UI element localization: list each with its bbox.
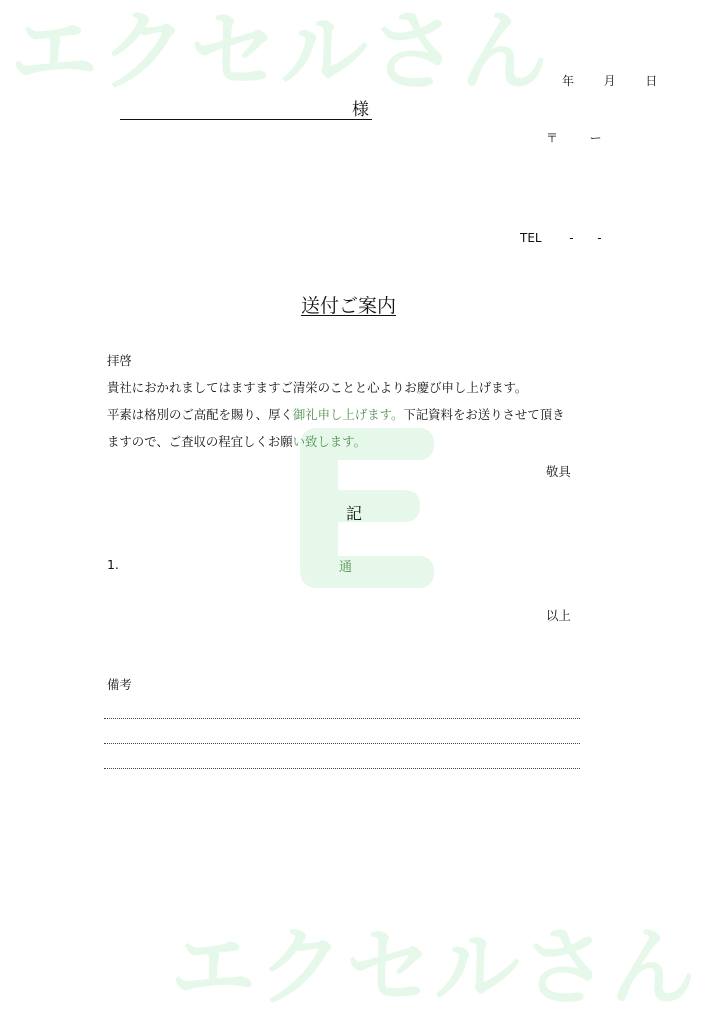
- tel-dash-1: -: [569, 231, 574, 245]
- date-month: 月: [603, 74, 616, 88]
- record-end: 以上: [546, 608, 571, 623]
- tel-dash-2: -: [597, 231, 602, 245]
- body-line-3-part-b: い致します。: [292, 434, 366, 449]
- closing-keigu: 敬具: [546, 464, 571, 479]
- body-line-1: 貴社におかれましてはますますご清栄のことと心よりお慶び申し上げます。: [107, 380, 528, 395]
- body-line-2-part-a: 平素は格別のご高配を賜り、厚く: [107, 407, 293, 422]
- date-day: 日: [645, 74, 658, 88]
- body-line-2-part-c: 下記資料をお送りさせて頂き: [403, 407, 565, 422]
- body-line-3: [107, 434, 366, 450]
- postal-dash: ー: [589, 131, 602, 145]
- recipient-suffix: 様: [352, 100, 369, 120]
- watermark-bottom-text: エクセルさん: [170, 918, 698, 1018]
- watermark-e-logo: [300, 428, 434, 588]
- remarks-line: [104, 768, 580, 769]
- date-year: 年: [562, 74, 575, 88]
- body-line-2: [107, 407, 564, 423]
- record-item-number: 1.: [107, 557, 119, 572]
- date-line: [562, 72, 657, 89]
- record-heading: 記: [346, 504, 363, 523]
- tel-label: TEL: [520, 231, 542, 245]
- remarks-label: 備考: [107, 677, 132, 692]
- postal-mark: 〒: [546, 131, 559, 145]
- remarks-line: [104, 743, 580, 744]
- opening-greeting: 拝啓: [107, 353, 132, 368]
- body-line-3-part-a: ますので、ご査収の程宜しくお願: [107, 434, 293, 449]
- remarks-line: [104, 718, 580, 719]
- tel-line: [520, 231, 602, 245]
- document-title: 送付ご案内: [301, 295, 397, 317]
- watermark-top-text: エクセルさん: [10, 0, 551, 103]
- postal-code: [546, 129, 602, 146]
- record-item-unit: 通: [339, 560, 353, 575]
- recipient-underline: [120, 119, 372, 120]
- body-line-2-part-b: 御礼申し上げます。: [292, 407, 404, 422]
